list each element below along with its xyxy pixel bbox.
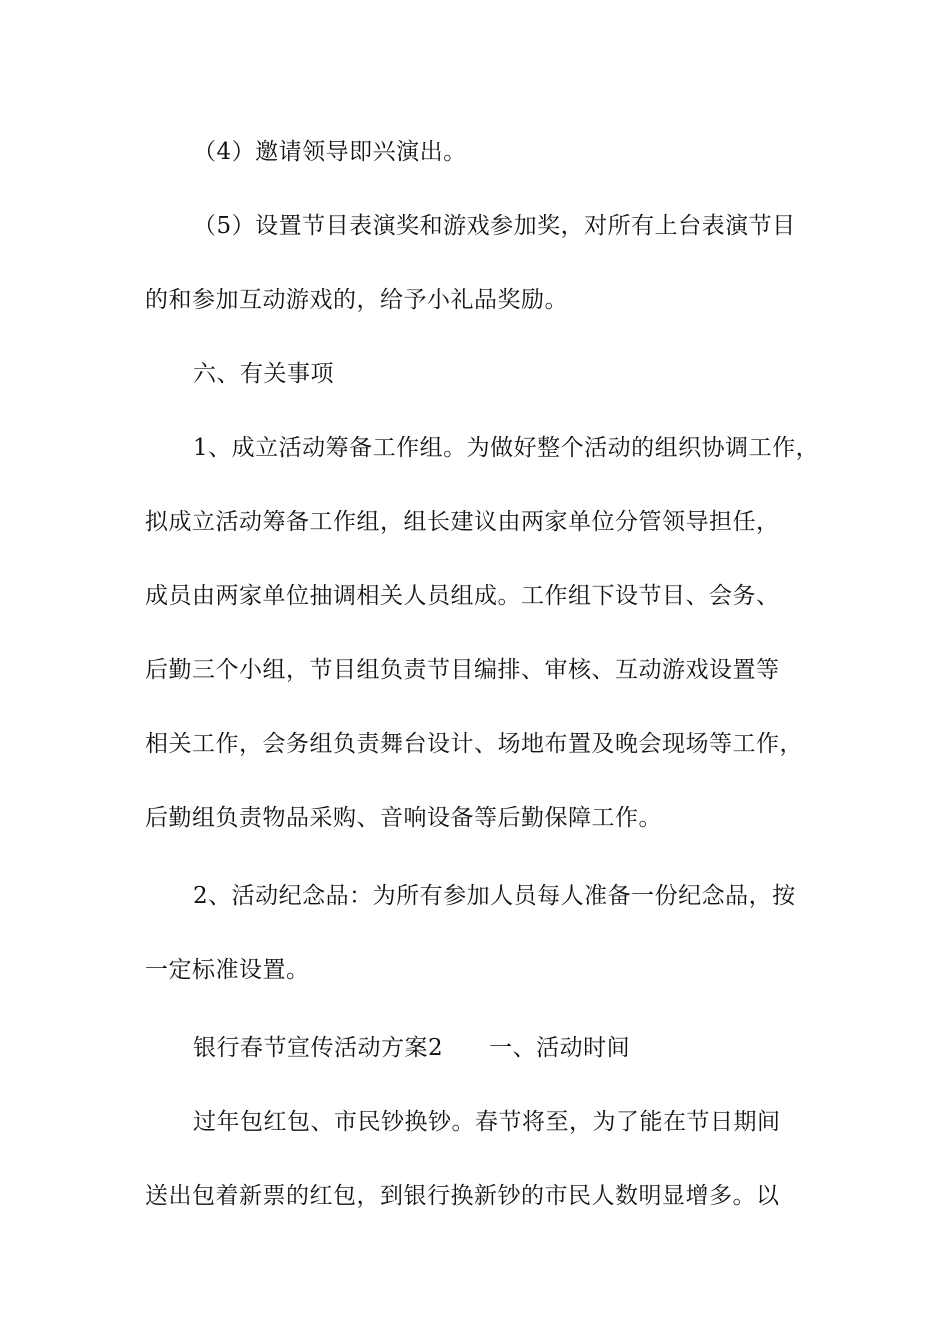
paragraph-line: 成员由两家单位抽调相关人员组成。工作组下设节目、会务、 [145, 583, 780, 609]
document-title-line [193, 1033, 630, 1063]
paragraph-line: （4）邀请领导即兴演出。 [193, 139, 467, 165]
document-title: 银行春节宣传活动方案2 [193, 1035, 444, 1061]
section-heading: 一、活动时间 [489, 1035, 631, 1061]
paragraph-line: 过年包红包、市民钞换钞。春节将至，为了能在节日期间 [193, 1109, 781, 1135]
paragraph-line: （5）设置节目表演奖和游戏参加奖，对所有上台表演节目 [193, 213, 796, 239]
paragraph-line: 拟成立活动筹备工作组，组长建议由两家单位分管领导担任， [145, 509, 780, 535]
paragraph-line: 的和参加互动游戏的，给予小礼品奖励。 [145, 287, 568, 313]
paragraph-line: 2、活动纪念品：为所有参加人员每人准备一份纪念品，按 [193, 883, 796, 909]
paragraph-line: 相关工作，会务组负责舞台设计、场地布置及晚会现场等工作， [145, 731, 803, 757]
paragraph-line: 送出包着新票的红包，到银行换新钞的市民人数明显增多。以 [145, 1183, 780, 1209]
paragraph-line: 一定标准设置。 [145, 957, 310, 983]
paragraph-line: 后勤三个小组，节目组负责节目编排、审核、互动游戏设置等 [145, 657, 780, 683]
section-heading: 六、有关事项 [193, 361, 334, 387]
paragraph-line: 1、成立活动筹备工作组。为做好整个活动的组织协调工作， [193, 435, 820, 461]
paragraph-line: 后勤组负责物品采购、音响设备等后勤保障工作。 [145, 805, 662, 831]
